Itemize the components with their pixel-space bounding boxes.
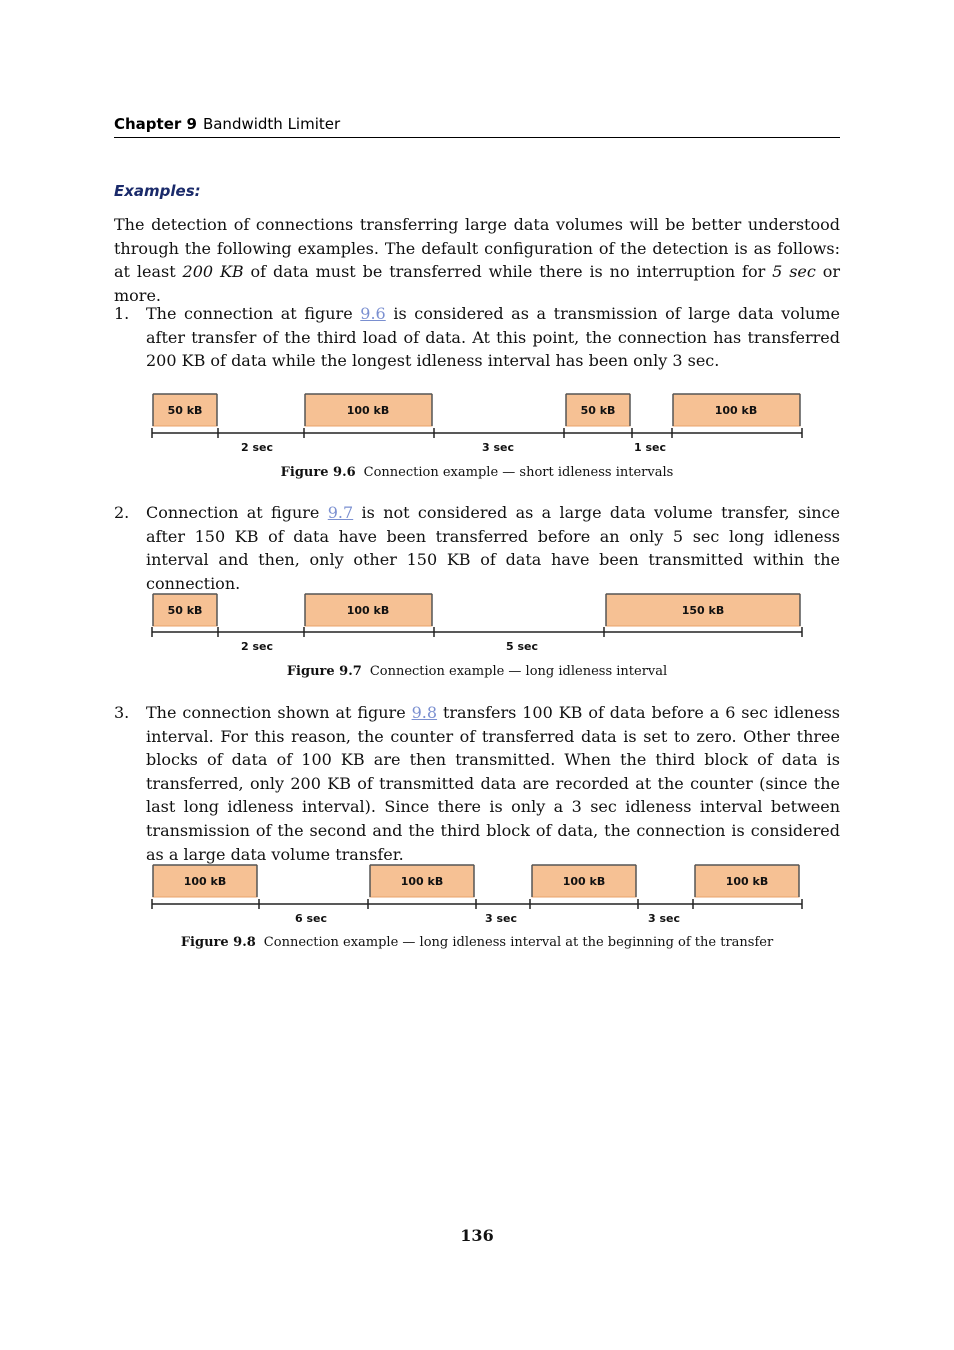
list-item-text — [146, 501, 840, 595]
interval-label: 5 sec — [505, 640, 539, 653]
interval-label: 3 sec — [484, 912, 518, 925]
intro-text-1: The detection of connections transferring large data volumes will be better understood through the following examples. The default configuration of the detection is as follows: at least — [114, 215, 840, 282]
block-label: 100 kB — [562, 875, 606, 888]
list-number: 3. — [114, 703, 130, 722]
figure-9-7 — [150, 590, 804, 654]
time-axis — [152, 899, 802, 909]
block — [566, 394, 630, 426]
figure-caption — [114, 664, 840, 679]
time-axis — [152, 627, 802, 637]
figure-label: Figure 9.7 — [286, 664, 362, 679]
intro-text-3: or more. — [114, 262, 841, 305]
interval-label: 6 sec — [294, 912, 328, 925]
figure-caption — [114, 935, 840, 950]
list-text-before: The connection shown at figure — [146, 703, 412, 722]
block — [305, 394, 432, 426]
block — [606, 594, 800, 626]
figure-link[interactable]: 9.7 — [327, 503, 354, 522]
figure-caption — [114, 465, 840, 480]
interval-label: 1 sec — [633, 441, 667, 454]
figure-caption-text: Connection example — long idleness interval at the beginning of the transfer — [263, 935, 774, 950]
intro-text-2: of data must be transferred while there is no interruption for — [243, 262, 773, 282]
block-label: 150 kB — [681, 604, 725, 617]
timeline-diagram — [150, 861, 804, 925]
running-header — [114, 115, 840, 138]
block-label: 50 kB — [580, 404, 616, 417]
block-label: 50 kB — [167, 404, 203, 417]
page-number: 136 — [460, 1226, 494, 1245]
figure-link[interactable]: 9.8 — [411, 703, 438, 722]
interval-label: 3 sec — [481, 441, 515, 454]
interval-label: 2 sec — [240, 640, 274, 653]
block-label: 100 kB — [346, 404, 390, 417]
list-number: 1. — [114, 304, 130, 323]
examples-heading: Examples: — [114, 182, 201, 200]
list-number: 2. — [114, 503, 130, 522]
figure-caption-text: Connection example — short idleness intervals — [363, 465, 674, 480]
list-item-text — [146, 701, 840, 866]
figure-link[interactable]: 9.6 — [360, 304, 386, 323]
figure-9-8 — [150, 861, 804, 925]
timeline-diagram — [150, 390, 804, 454]
block — [532, 865, 636, 897]
block — [673, 394, 800, 426]
block — [370, 865, 474, 897]
list-item-text — [146, 302, 840, 373]
list-text-before: Connection at figure — [146, 503, 328, 522]
block — [305, 594, 432, 626]
block-label: 100 kB — [400, 875, 444, 888]
intro-paragraph — [114, 213, 840, 307]
interval-label: 2 sec — [240, 441, 274, 454]
block-label: 100 kB — [725, 875, 769, 888]
list-text-before: The connection at figure — [146, 304, 361, 323]
block-label: 50 kB — [167, 604, 203, 617]
chapter-number: Chapter 9 — [114, 115, 197, 133]
intro-emphasis-2: 5 sec — [772, 262, 816, 282]
block — [153, 594, 217, 626]
block — [153, 394, 217, 426]
interval-label: 3 sec — [647, 912, 681, 925]
list-text-after: is not considered as a large data volume transfer, since after 150 KB of data have been transferred before an only 5 sec long idleness interval and then, only other 150 KB of data have been transmitted within the connection. — [146, 503, 841, 593]
figure-label: Figure 9.8 — [180, 935, 256, 950]
time-axis — [152, 428, 802, 438]
figure-9-6 — [150, 390, 804, 454]
block — [695, 865, 799, 897]
list-text-after: transfers 100 KB of data before a 6 sec idleness interval. For this reason, the counter of transferred data is set to zero. Other three blocks of data of 100 KB are then transmitted. When the third block of data is transferred, only 200 KB of transmitted data are recorded at the counter (since the last long idleness interval). Since there is only a 3 sec idleness interval between transmission of the second and the third block of data, the connection is considered as a large data volume transfer. — [146, 703, 840, 864]
block-label: 100 kB — [346, 604, 390, 617]
timeline-diagram — [150, 590, 804, 654]
block — [153, 865, 257, 897]
chapter-title: Bandwidth Limiter — [202, 115, 341, 133]
block-label: 100 kB — [714, 404, 758, 417]
figure-caption-text: Connection example — long idleness interval — [369, 664, 668, 679]
block-label: 100 kB — [183, 875, 227, 888]
list-text-after: is considered as a transmission of large data volume after transfer of the third load of data. At this point, the connection has transferred 200 KB of data while the longest idleness interval has been only 3 sec. — [146, 304, 841, 371]
figure-label: Figure 9.6 — [280, 465, 356, 480]
intro-emphasis-1: 200 KB — [182, 262, 244, 282]
